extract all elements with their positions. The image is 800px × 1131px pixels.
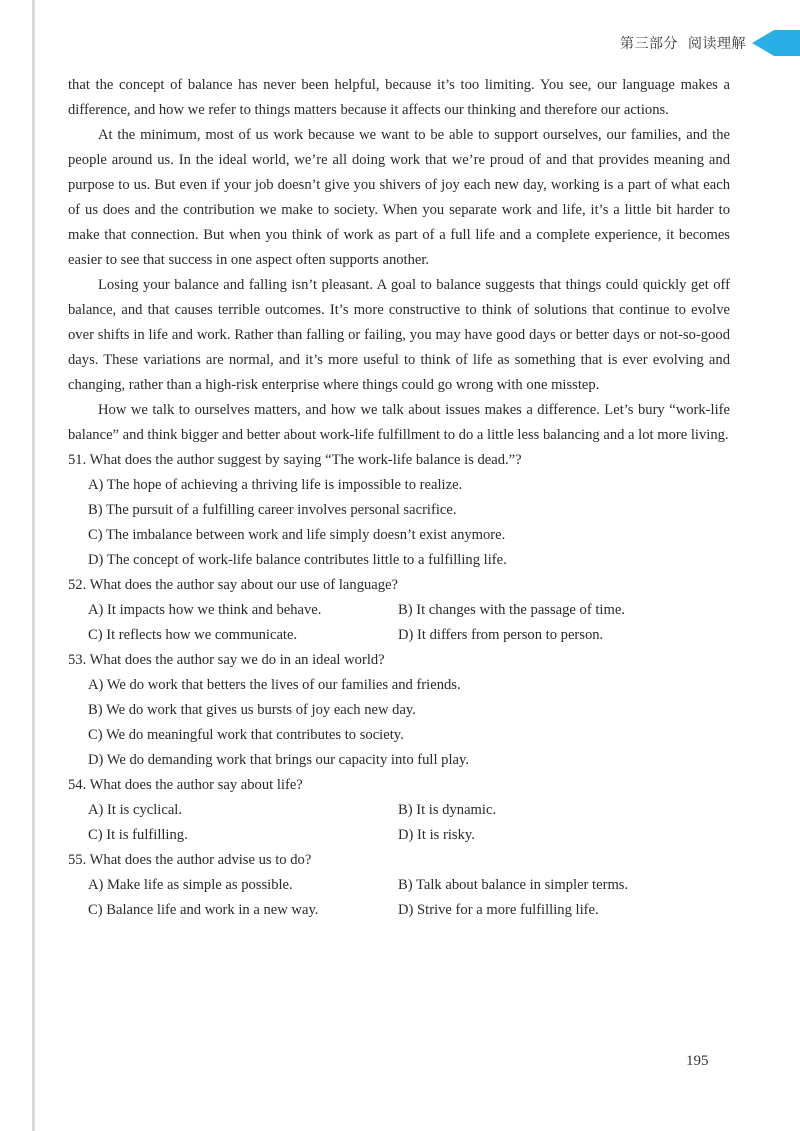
passage-paragraph: How we talk to ourselves matters, and how we talk about issues makes a difference. Let’s bury “work-life balance” and think bigger and better about work-life fulfillment to do a little less balancing and a lot more living. xyxy=(68,402,730,443)
passage-paragraph: At the minimum, most of us work because we want to be able to support ourselves, our families, and the people around us. In the ideal world, we’re all doing work that we’re proud of and that provides meaning and purpose to us. But even if your job doesn’t give you shivers of joy each new day, working is a part of what each of us does and the contribution we make to society. When you separate work and life, it’s a little bit harder to make that connection. But when you think of work as part of a full life and a complete experience, it becomes easier to see that success in one aspect often supports another. xyxy=(68,127,730,268)
option-d: D) It is risky. xyxy=(398,827,475,843)
option-c: C) The imbalance between work and life simply doesn’t exist anymore. xyxy=(88,527,506,543)
option-c: C) It is fulfilling. xyxy=(88,827,188,843)
question-55 xyxy=(68,848,730,923)
passage-paragraph: that the concept of balance has never been helpful, because it’s too limiting. You see, our language makes a difference, and how we refer to things matters because it affects our thinking and therefore our actions. xyxy=(68,77,730,118)
question-51 xyxy=(68,448,730,573)
page-content xyxy=(68,73,730,923)
question-stem: 52. What does the author say about our use of language? xyxy=(68,577,399,593)
option-row xyxy=(68,623,730,648)
option-b: B) We do work that gives us bursts of joy each new day. xyxy=(88,702,416,718)
option-a: A) It is cyclical. xyxy=(88,802,183,818)
option-row xyxy=(68,798,730,823)
page-spine-line xyxy=(32,0,35,1131)
question-stem: 54. What does the author say about life? xyxy=(68,777,303,793)
option-b: B) The pursuit of a fulfilling career involves personal sacrifice. xyxy=(88,502,457,518)
question-stem: 51. What does the author suggest by saying “The work-life balance is dead.”? xyxy=(68,452,522,468)
option-d: D) It differs from person to person. xyxy=(398,627,604,643)
option-a: A) The hope of achieving a thriving life is impossible to realize. xyxy=(88,477,463,493)
option-a: A) We do work that betters the lives of our families and friends. xyxy=(88,677,461,693)
header-part: 第三部分 xyxy=(620,36,678,52)
option-b: B) It is dynamic. xyxy=(398,802,497,818)
option-d: D) Strive for a more fulfilling life. xyxy=(398,902,599,918)
page-number: 195 xyxy=(686,1053,709,1069)
option-b: B) It changes with the passage of time. xyxy=(398,602,625,618)
option-row xyxy=(68,873,730,898)
option-row xyxy=(68,898,730,923)
option-row xyxy=(68,598,730,623)
header-tab-marker xyxy=(774,30,800,56)
option-row xyxy=(68,823,730,848)
header-section: 阅读理解 xyxy=(688,36,746,52)
option-a: A) It impacts how we think and behave. xyxy=(88,602,322,618)
question-stem: 55. What does the author advise us to do? xyxy=(68,852,312,868)
passage-paragraph: Losing your balance and falling isn’t pleasant. A goal to balance suggests that things could quickly get off balance, and that causes terrible outcomes. It’s more constructive to think of solutions that continue to evolve over shifts in life and work. Rather than falling or failing, you may have good days or better days or not-so-good days. These variations are normal, and it’s more useful to think of life as something that is ever evolving and changing, rather than a high-risk enterprise where things could go wrong with one misstep. xyxy=(68,277,730,393)
option-c: C) It reflects how we communicate. xyxy=(88,627,298,643)
header-arrow-icon xyxy=(752,30,774,56)
option-d: D) We do demanding work that brings our capacity into full play. xyxy=(88,752,470,768)
section-header xyxy=(620,28,800,58)
question-stem: 53. What does the author say we do in an ideal world? xyxy=(68,652,385,668)
question-52 xyxy=(68,573,730,648)
option-a: A) Make life as simple as possible. xyxy=(88,877,293,893)
question-54 xyxy=(68,773,730,848)
option-c: C) Balance life and work in a new way. xyxy=(88,902,319,918)
option-b: B) Talk about balance in simpler terms. xyxy=(398,877,629,893)
question-53 xyxy=(68,648,730,773)
section-header-label xyxy=(620,33,746,53)
option-c: C) We do meaningful work that contributes to society. xyxy=(88,727,404,743)
option-d: D) The concept of work-life balance contributes little to a fulfilling life. xyxy=(88,552,507,568)
